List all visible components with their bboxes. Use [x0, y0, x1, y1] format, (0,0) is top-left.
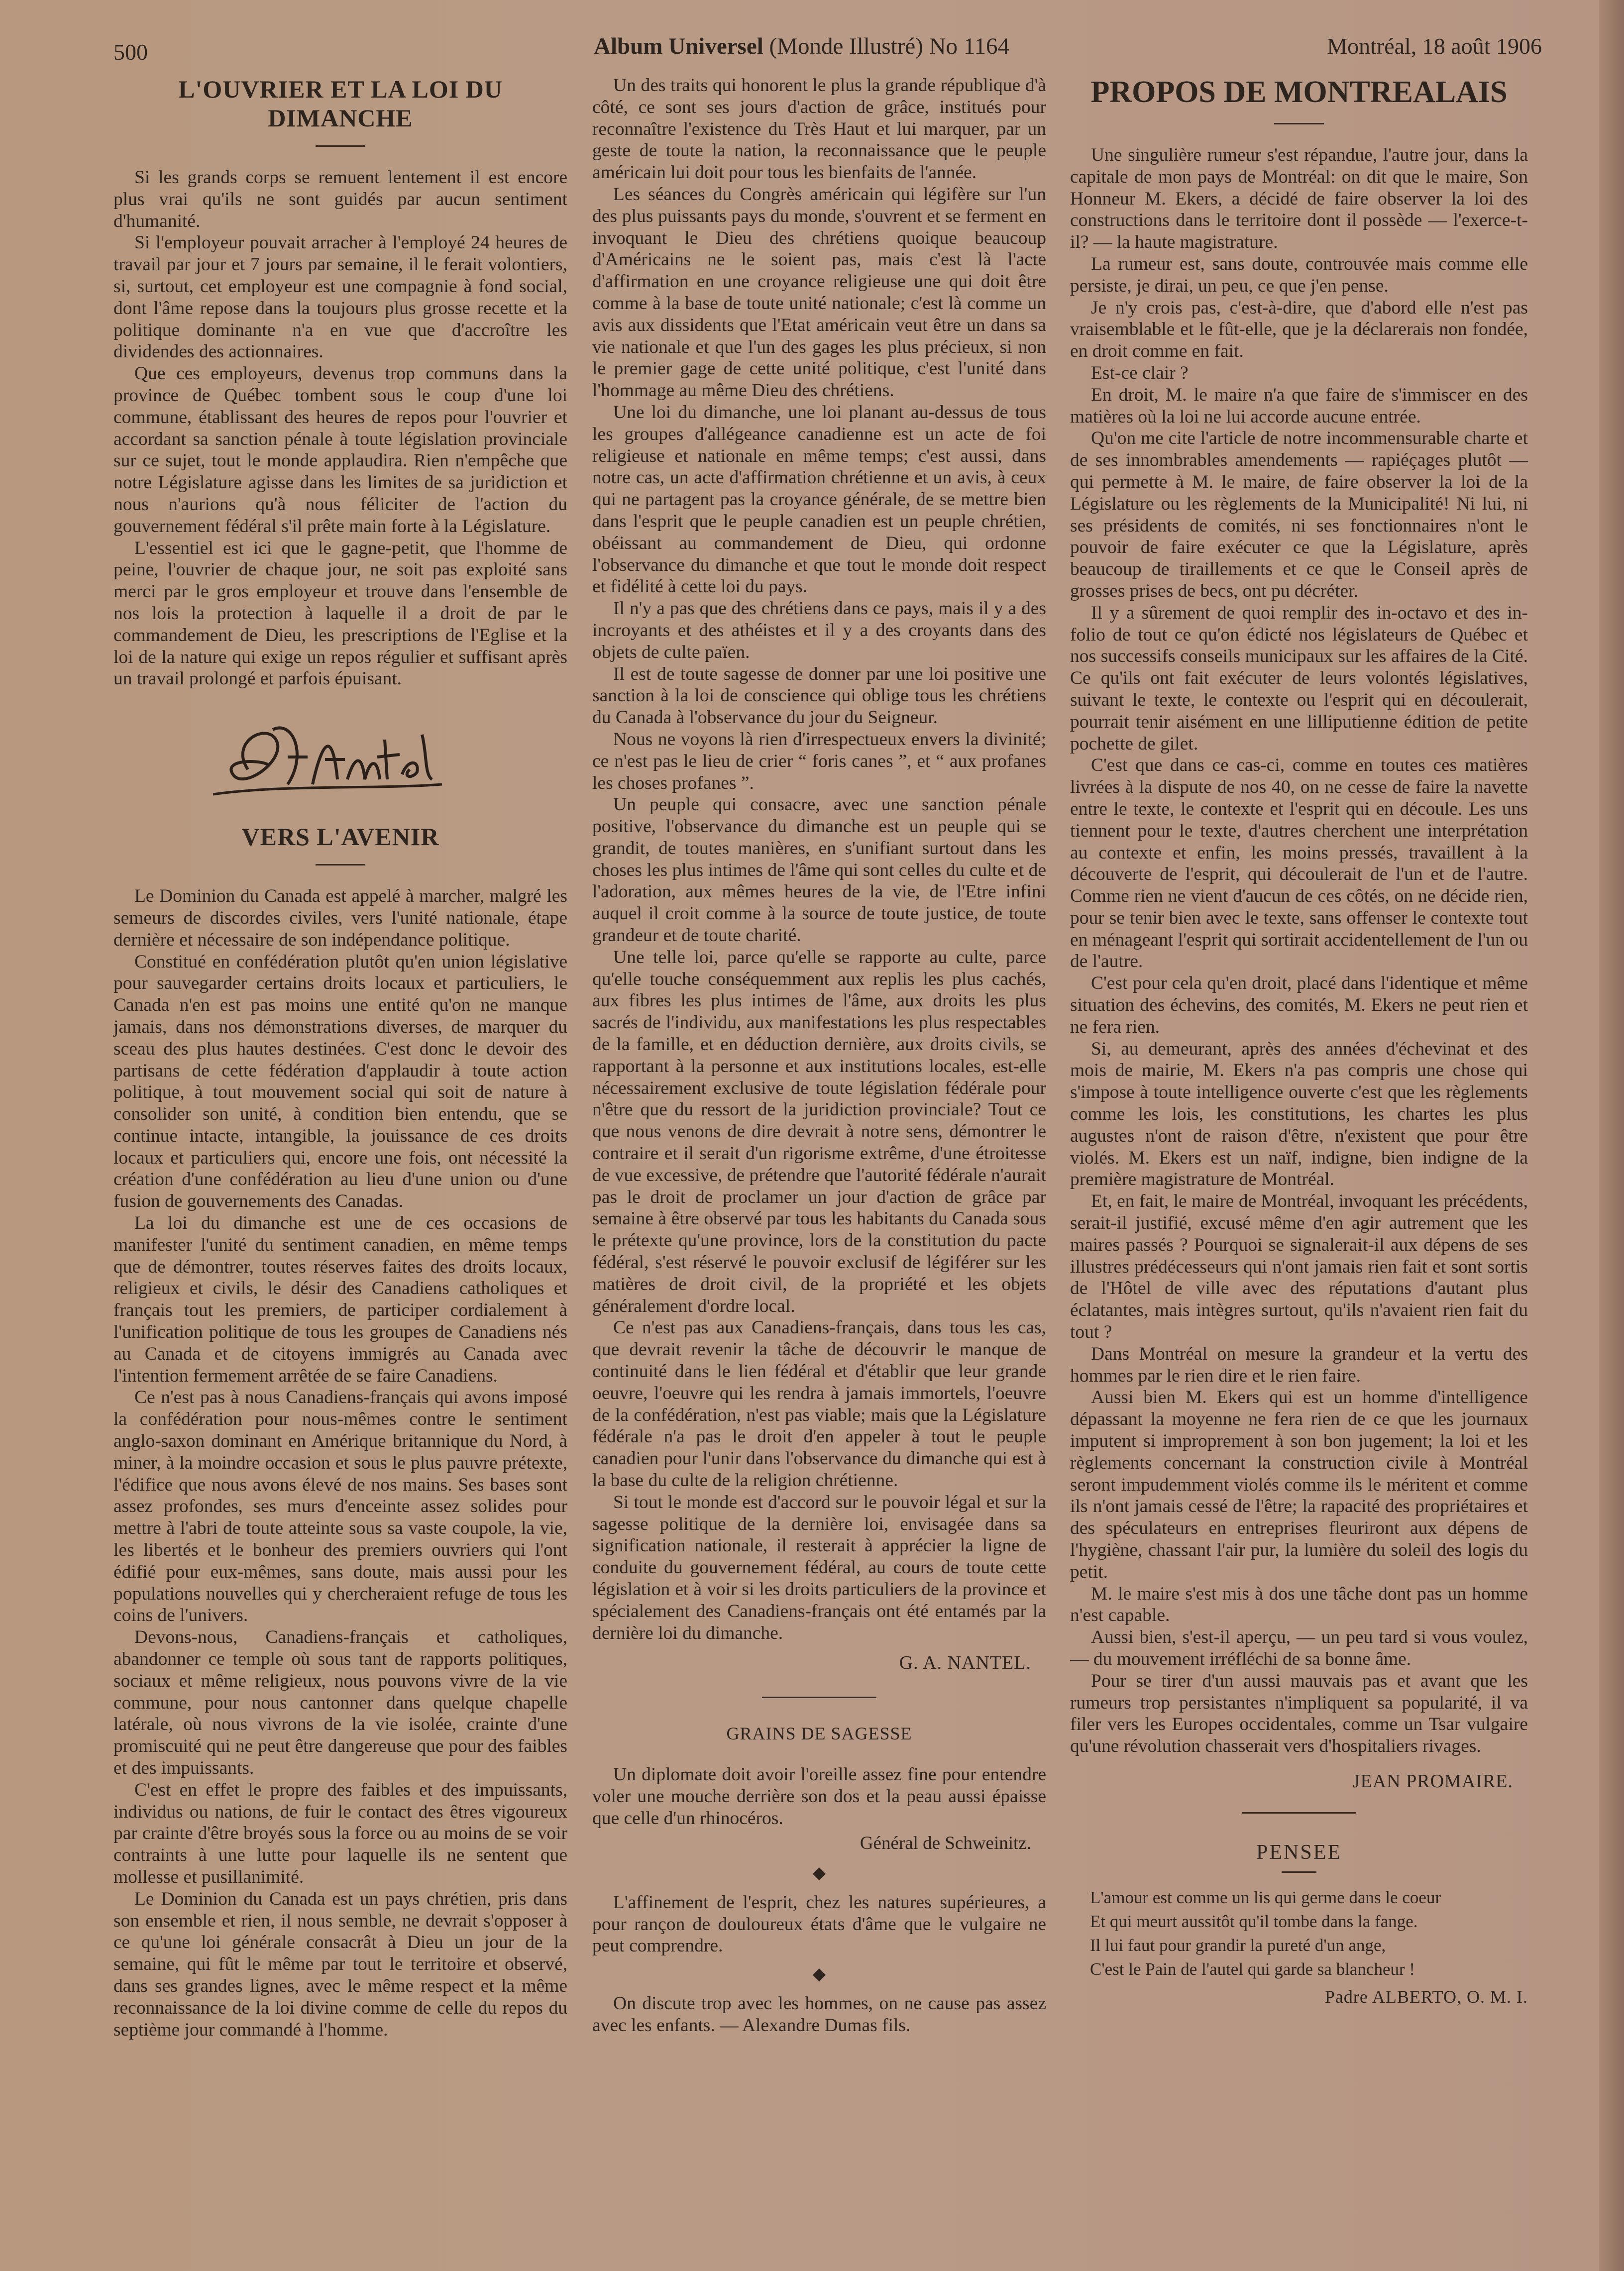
paragraph: Et, en fait, le maire de Montréal, invoquant les précédents, serait-il justifié, excusé même d'en agir autrement que les maires passés ? Pourquoi se signalerait-il aux dépens de ses illustres prédécesseurs qui n'ont jamais rien fait et sont sortis de l'Hôtel de ville avec des réputations d'autant plus éclatantes, mais intègres surtout, qu'ils n'avaient rien fait du tout ?	[1070, 1191, 1528, 1343]
issue-date: Montréal, 18 août 1906	[1327, 33, 1542, 59]
column-1	[113, 75, 567, 2041]
maxim-author: Général de Schweinitz.	[860, 1833, 1031, 1853]
title-rule	[316, 145, 365, 147]
paragraph: Que ces employeurs, devenus trop communs dans la province de Québec tombent sous le coup d'une loi commune, établissant des heures de repos pour l'ouvrier et accordant sa sanction pénale à toute législation provinciale sur ce sujet, tout le monde applaudira. Rien n'empêche que notre Législature agisse dans les limites de sa juridiction et nous n'aurions qu'à nous féliciter de l'action du gouvernement fédéral s'il prête main forte à la Législature.	[113, 363, 567, 537]
column-3	[1070, 75, 1528, 2007]
maxim: Un diplomate doit avoir l'oreille assez fine pour entendre voler une mouche derrière son dos et la peau aussi épaisse que celle d'un rhinocéros.	[592, 1764, 1046, 1829]
paragraph: Nous ne voyons là rien d'irrespectueux envers la divinité; ce n'est pas le lieu de crier “ foris canes ”, et “ aux profanes les choses profanes ”.	[592, 729, 1046, 793]
paragraph: Le Dominion du Canada est un pays chrétien, pris dans son ensemble et rien, il nous semble, ne devrait s'opposer à ce qu'une loi générale consacrât à Dieu un jour de la semaine, qui fût le même par tout le territoire et observé, dans ses grandes lignes, avec le même respect et la même reconnaissance de la loi divine comme de celle du repos du septième jour commandé à l'homme.	[113, 1888, 567, 2040]
paragraph: Il y a sûrement de quoi remplir des in-octavo et des in-folio de tout ce qu'on édicté nos législateurs de Québec et nos successifs conseils municipaux sur les affaires de la Cité. Ce qu'ils ont fait exécuter de leurs volontés législatives, suivant le texte, le contexte ou l'esprit qui en découlerait, pourrait tenir aisément en une lilliputienne édition de petite pochette de gilet.	[1070, 602, 1528, 754]
paragraph: Si l'employeur pouvait arracher à l'employé 24 heures de travail par jour et 7 jours par semaine, il le ferait volontiers, si, surtout, cet employeur est une compagnie à fond social, dont l'âme repose dans la toujours plus grosse recette et la politique dominante n'a en vue que d'accroître les dividendes des actionnaires.	[113, 232, 567, 362]
paragraph: Le Dominion du Canada est appelé à marcher, malgré les semeurs de discordes civiles, vers l'unité nationale, étape dernière et nécessaire de son indépendance politique.	[113, 886, 567, 950]
paragraph: Aussi bien, s'est-il aperçu, — un peu tard si vous voulez, — du mouvement irréfléchi de sa bonne âme.	[1070, 1627, 1528, 1669]
paragraph: Un peuple qui consacre, avec une sanction pénale positive, l'observance du dimanche est un peuple qui se grandit, de toutes manières, en s'unifiant surtout dans les choses les plus intimes de l'âme qui sont celles du culte et de l'adoration, aux mêmes heures de la vie, de l'Etre infini auquel il croit comme à la source de toute justice, de toute grandeur et de toute charité.	[592, 794, 1046, 946]
masthead-title: Album Universel	[594, 33, 763, 59]
poem-line: L'amour est comme un lis qui germe dans le coeur	[1090, 1887, 1441, 1907]
paragraph: Une singulière rumeur s'est répandue, l'autre jour, dans la capitale de mon pays de Montréal: on dit que le maire, Son Honneur M. Ekers, a décidé de faire observer la loi des constructions dans le territoire dont il possède — l'exerce-t-il? — la haute magistrature.	[1070, 145, 1528, 253]
paragraph: Il est de toute sagesse de donner par une loi positive une sanction à la loi de conscience qui oblige tous les chrétiens du Canada à l'observance du jour du Seigneur.	[592, 663, 1046, 728]
masthead	[594, 33, 1009, 60]
ornament: ◆	[812, 1965, 826, 1984]
title-rule	[316, 864, 365, 865]
paragraph: Il n'y a pas que des chrétiens dans ce pays, mais il y a des incroyants et des athéistes et il y a des croyants dans des objets de culte païen.	[592, 598, 1046, 662]
ornament: ◆	[812, 1863, 826, 1882]
paragraph: Les séances du Congrès américain qui légifère sur l'un des plus puissants pays du monde, s'ouvrent et se ferment en invoquant le Dieu des chrétiens quoique beaucoup d'Américains ne le soient pas, mais c'est là l'acte d'affirmation en une croyance religieuse une qui doit être comme à la base de toute unité nationale; c'est là comme un avis aux dissidents que l'Etat américain veut être un dans sa vie nationale et que l'un des gages les plus précieux, si non le premier gage de cette unité politique, c'est l'unité dans l'hommage au même Dieu des chrétiens.	[592, 184, 1046, 401]
article-continuation	[592, 75, 1046, 1644]
handwritten-signature	[113, 710, 567, 809]
paragraph: Une loi du dimanche, une loi planant au-dessus de tous les groupes d'allégeance canadienne est un acte de foi religieuse et nationale en même temps; c'est aussi, dans notre cas, un acte d'affirmation chrétienne et un avis, à ceux qui ne partagent pas la croyance générale, de se mettre bien dans l'esprit que le peuple canadien est un peuple chrétien, obéissant au commandement de Dieu, qui ordonne l'observance du dimanche et que tout le monde doit respect et fidélité à cette loi du pays.	[592, 402, 1046, 597]
column-2	[592, 75, 1046, 2037]
paragraph: Si les grands corps se remuent lentement il est encore plus vrai qu'ils ne sont guidés par aucun sentiment d'humanité.	[113, 167, 567, 231]
paragraph: C'est pour cela qu'en droit, placé dans l'identique et même situation des échevins, des comités, M. Ekers ne peut rien et ne fera rien.	[1070, 973, 1528, 1037]
article-body	[113, 167, 567, 690]
masthead-subtitle: (Monde Illustré) No 1164	[769, 33, 1010, 59]
paragraph: Ce n'est pas à nous Canadiens-français qui avons imposé la confédération pour nous-mêmes contre le sentiment anglo-saxon dominant en Amérique britannique du Nord, à miner, à la moindre occasion et sous le plus pauvre prétexte, l'édifice que nous avons élevé de nos mains. Ses bases sont assez profondes, ses murs d'enceinte assez solides pour mettre à l'abri de toute atteinte sous sa vaste coupole, la vie, les libertés et le bonheur des premiers ouvriers qui l'ont édifié pour eux-mêmes, sans doute, mais aussi pour les populations nouvelles qui y chercheraient refuge de tous les coins de l'univers.	[113, 1387, 567, 1626]
paragraph: En droit, M. le maire n'a que faire de s'immiscer en des matières où la loi ne lui accorde aucune entrée.	[1070, 384, 1528, 427]
paragraph: Devons-nous, Canadiens-français et catholiques, abandonner ce temple où sous tant de rapports politiques, sociaux et même religieux, nous pouvons vivre de la vie commune, pour nous cantonner dans quelque chapelle latérale, où nous vivrons de la vie isolée, crainte d'une promiscuité qui ne peut être dangereuse que pour des faibles et des impuissants.	[113, 1627, 567, 1778]
author-signature: JEAN PROMAIRE.	[1352, 1770, 1513, 1792]
poem-title: PENSEE	[1256, 1840, 1342, 1864]
paragraph: C'est en effet le propre des faibles et des impuissants, individus ou nations, de fuir le contact des êtres vigoureux par crainte d'être broyés sous la force ou au moins de se voir contraints à une lutte pour laquelle ils ne sentent que mollesse et pusillanimité.	[113, 1779, 567, 1887]
section-rule	[762, 1697, 876, 1698]
section-rule	[1242, 1812, 1356, 1814]
poem-author: Padre ALBERTO, O. M. I.	[1324, 1986, 1528, 2007]
maxim: On discute trop avec les hommes, on ne cause pas assez avec les enfants. — Alexandre Dumas fils.	[592, 1993, 1046, 2036]
paragraph: La rumeur est, sans doute, controuvée mais comme elle persiste, je dirai, un peu, ce que j'en pense.	[1070, 253, 1528, 296]
article-body	[1070, 144, 1528, 1757]
paragraph: La loi du dimanche est une de ces occasions de manifester l'unité du sentiment canadien, en même temps que de démontrer, toutes réserves faites des droits locaux, religieux et civils, le désir des Canadiens catholiques et français tout les premiers, de participer cordialement à l'unification politique de tous les groupes de Canadiens nés au Canada et de citoyens immigrés au Canada avec l'intention fermement arrêtée de se faire Canadiens.	[113, 1213, 567, 1386]
paragraph: Constitué en confédération plutôt qu'en union législative pour sauvegarder certains droits locaux et particuliers, le Canada n'en est pas moins une entité qu'on ne manque jamais, dans nos démonstrations diverses, de marquer du sceau des plus hautes destinées. C'est donc le devoir des partisans de cette fédération d'applaudir à toute action politique, à tout mouvement social qui soit de nature à consolider son unité, à condition bien entendu, que se continue intacte, intangible, la jouissance de ces droits locaux et particuliers qui, encore une fois, ont nécessité la création d'une confédération au lieu d'une union ou d'une fusion de gouvernements des Canadas.	[113, 951, 567, 1212]
author-signature: G. A. NANTEL.	[899, 1652, 1031, 1674]
paragraph: Qu'on me cite l'article de notre incommensurable charte et de ses innombrables amendements — rapiéçages plutôt — qui permette à M. le maire, de faire observer la loi de la Législature ou les règlements de la Municipalité! Ni lui, ni ses présidents de comités, ni ses fonctionnaires n'ont le pouvoir de faire exécuter ce que la Législature, après beaucoup de tiraillements et ce que le Conseil après de grosses prises de becs, ont pu décréter.	[1070, 428, 1528, 601]
poem-line: Et qui meurt aussitôt qu'il tombe dans la fange.	[1090, 1911, 1418, 1931]
paragraph: Pour se tirer d'un aussi mauvais pas et avant que les rumeurs trop persistantes n'impliquent sa popularité, il va filer vers les Europes occidentales, comme un Tsar vulgaire qu'une révolution chasserait vers d'hospitaliers rivages.	[1070, 1670, 1528, 1757]
maxim: L'affinement de l'esprit, chez les natures supérieures, a pour rançon de douloureux états d'âme que le vulgaire ne peut comprendre.	[592, 1892, 1046, 1956]
paragraph: Dans Montréal on mesure la grandeur et la vertu des hommes par le rien dire et le rien faire.	[1070, 1343, 1528, 1386]
page-edge	[1599, 0, 1624, 2271]
paragraph: L'essentiel est ici que le gagne-petit, que l'homme de peine, l'ouvrier de chaque jour, ne soit pas exploité sans merci par le gros employeur et trouve dans l'ensemble de nos lois la protection à laquelle il a droit de par le commandement de Dieu, les prescriptions de l'Eglise et la loi de la nature qui exige un repos régulier et suffisant après un travail prolongé et parfois épuisant.	[113, 538, 567, 689]
page-number: 500	[113, 39, 148, 65]
poem-line: Il lui faut pour grandir la pureté d'un ange,	[1090, 1935, 1386, 1955]
paragraph: C'est que dans ce cas-ci, comme en toutes ces matières livrées à la dispute de nos 40, on ne cesse de faire la navette entre le texte, le contexte et l'esprit qui en découle. Les uns tiennent pour le texte, d'autres cherchent une interprétation au contexte et enfin, les moins pressés, travaillent à la découverte de l'esprit, qui découlerait de l'un et de l'autre. Comme rien ne vient d'aucun de ces côtés, on ne décide rien, pour se tenir bien avec le texte, sans offenser le contexte tout en ménageant l'esprit qui sortirait accidentellement de l'un ou de l'autre.	[1070, 755, 1528, 972]
section-title: GRAINS DE SAGESSE	[726, 1724, 912, 1744]
paragraph: Un des traits qui honorent le plus la grande république d'à côté, ce sont ses jours d'action de grâce, institués pour reconnaître l'existence du Très Haut et lui marquer, par un geste de toute la nation, la reconnaissance que le peuple américain lui doit pour tous les bienfaits de l'année.	[592, 75, 1046, 183]
paragraph: Aussi bien M. Ekers qui est un homme d'intelligence dépassant la moyenne ne fera rien de ce que les journaux imputent si improprement à son bon jugement; la loi et les règlements concernant la construction civile à Montréal seront impudemment violés comme ils le méritent et comme ils n'ont jamais cessé de l'être; la rapacité des propriétaires et des spéculateurs en entreprises fleuriront aux dépens de l'hygiène, chassant l'air pur, la lumière du soleil des logis du petit.	[1070, 1387, 1528, 1582]
paragraph: Ce n'est pas aux Canadiens-français, dans tous les cas, que devrait revenir la tâche de découvrir le manque de continuité dans le lien fédéral et d'établir que leur grande oeuvre, l'oeuvre qui les rendra à jamais immortels, l'oeuvre de la confédération, n'est pas viable; mais que la Législature fédérale n'a pas le droit d'en appeler à tout le peuple canadien pour l'unir dans l'observance du dimanche qui est à la base du culte de la religion chrétienne.	[592, 1317, 1046, 1491]
poem	[1090, 1886, 1528, 1981]
poem-line: C'est le Pain de l'autel qui garde sa blancheur !	[1090, 1959, 1415, 1979]
paragraph: Une telle loi, parce qu'elle se rapporte au culte, parce qu'elle touche conséquemment aux replis les plus cachés, aux fibres les plus intimes de l'âme, aux droits les plus sacrés de l'individu, aux manifestations les plus respectables de la famille, et en déduction dernière, aux droits civils, se rapportant à la personne et aux institutions locales, est-elle nécessairement exclusive de toute législation fédérale pour n'être que du ressort de la juridiction provinciale? Tout ce que nous venons de dire devrait à notre sens, démontrer le contraire et il serait d'un rigorisme extrême, d'une étroitesse de vue excessive, de prétendre que l'autorité fédérale n'aurait pas le droit de proclamer un jour d'action de grâce par semaine à être observé par tous les habitants du Canada sous le prétexte qu'une province, lors de la constitution du pacte fédéral, s'est réservé le pouvoir exclusif de légiférer sur les matières de droit civil, de la propriété et les objets généralement d'ordre local.	[592, 947, 1047, 1316]
paragraph: Si tout le monde est d'accord sur le pouvoir légal et sur la sagesse politique de la dernière loi, envisagée dans sa signification nationale, il resterait à apprécier la ligne de conduite du gouvernement fédéral, au cours de toute cette législation et à voir si les droits particuliers de la province et spécialement des Canadiens-français ont été entamés par la dernière loi du dimanche.	[592, 1492, 1046, 1643]
paragraph: Je n'y crois pas, c'est-à-dire, que d'abord elle n'est pas vraisemblable et le fût-elle, que je la déclarerais non fondée, en droit comme en fait.	[1070, 297, 1528, 362]
paragraph: Est-ce clair ?	[1091, 362, 1189, 383]
article-title: PROPOS DE MONTREALAIS	[1090, 75, 1508, 109]
article-title: L'OUVRIER ET LA LOI DU DIMANCHE	[178, 75, 503, 132]
paragraph: M. le maire s'est mis à dos une tâche dont pas un homme n'est capable.	[1070, 1583, 1528, 1626]
signature-graphic	[213, 710, 452, 809]
article-body-2	[113, 885, 567, 2041]
page-header	[113, 31, 1542, 66]
title-rule	[1274, 123, 1324, 124]
article-title-2: VERS L'AVENIR	[241, 823, 439, 851]
paragraph: Si, au demeurant, après des années d'échevinat et des mois de mairie, M. Ekers n'a pas compris une chose qui s'impose à toute intelligence ouverte c'est que les règlements comme les lois, les constitutions, les chartes les plus augustes n'ont de raison d'être, n'existent que pour être violés. M. Ekers est un naïf, indigne, bien indigne de la première magistrature de Montréal.	[1070, 1038, 1528, 1190]
title-rule	[1282, 1871, 1316, 1873]
